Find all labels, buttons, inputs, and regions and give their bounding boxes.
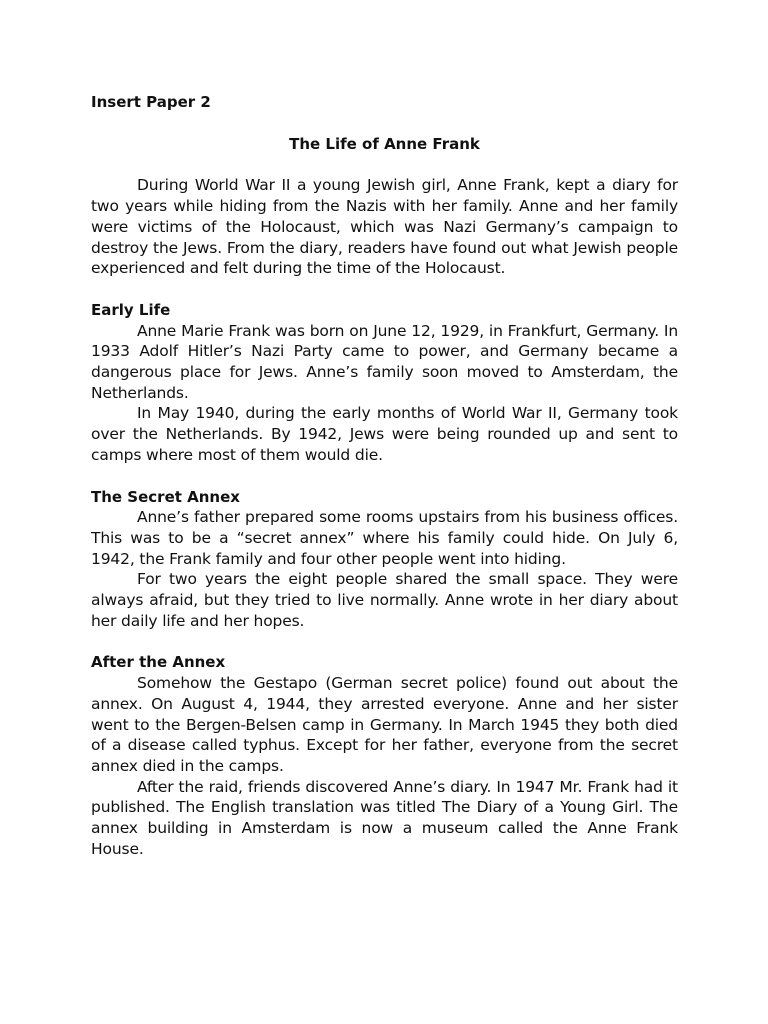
document-page xyxy=(91,92,678,881)
paragraph: Anne’s father prepared some rooms upstairs from his business offices. This was to be a “secret annex” where his family could hide. On July 6, 1942, the Frank family and four other people went into hiding. xyxy=(91,508,678,568)
section-after-annex xyxy=(91,652,678,859)
section-heading: After the Annex xyxy=(91,653,226,672)
section-heading: The Secret Annex xyxy=(91,487,240,506)
paragraph: For two years the eight people shared the small space. They were always afraid, but they tried to live normally. Anne wrote in her diary about her daily life and her hopes. xyxy=(91,570,678,630)
section-early-life xyxy=(91,300,678,466)
intro-paragraph: During World War II a young Jewish girl, Anne Frank, kept a diary for two years while hiding from the Nazis with her family. Anne and her family were victims of the Holocaust, which was Nazi Germany’s campaign to destroy the Jews. From the diary, readers have found out what Jewish people experienced and felt during the time of the Holocaust. xyxy=(91,176,678,278)
section-heading: Early Life xyxy=(91,300,171,319)
paragraph: Somehow the Gestapo (German secret police) found out about the annex. On August 4, 1944, they arrested everyone. Anne and her sister went to the Bergen-Belsen camp in Germany. In March 1945 they both died of a disease called typhus. Except for her father, everyone from the secret annex died in the camps. xyxy=(91,674,678,775)
paragraph: Anne Marie Frank was born on June 12, 1929, in Frankfurt, Germany. In 1933 Adolf Hitler’s Nazi Party came to power, and Germany became a dangerous place for Jews. Anne’s family soon moved to Amsterdam, the Netherlands. xyxy=(91,321,678,402)
paragraph: In May 1940, during the early months of World War II, Germany took over the Netherlands. By 1942, Jews were being rounded up and sent to camps where most of them would die. xyxy=(91,404,678,464)
insert-label: Insert Paper 2 xyxy=(91,93,211,111)
document-title: The Life of Anne Frank xyxy=(289,134,480,153)
section-secret-annex xyxy=(91,487,678,632)
intro-section xyxy=(91,175,678,279)
paragraph: After the raid, friends discovered Anne’s diary. In 1947 Mr. Frank had it published. The English translation was titled The Diary of a Young Girl. The annex building in Amsterdam is now a museum called the Anne Frank House. xyxy=(91,777,678,858)
